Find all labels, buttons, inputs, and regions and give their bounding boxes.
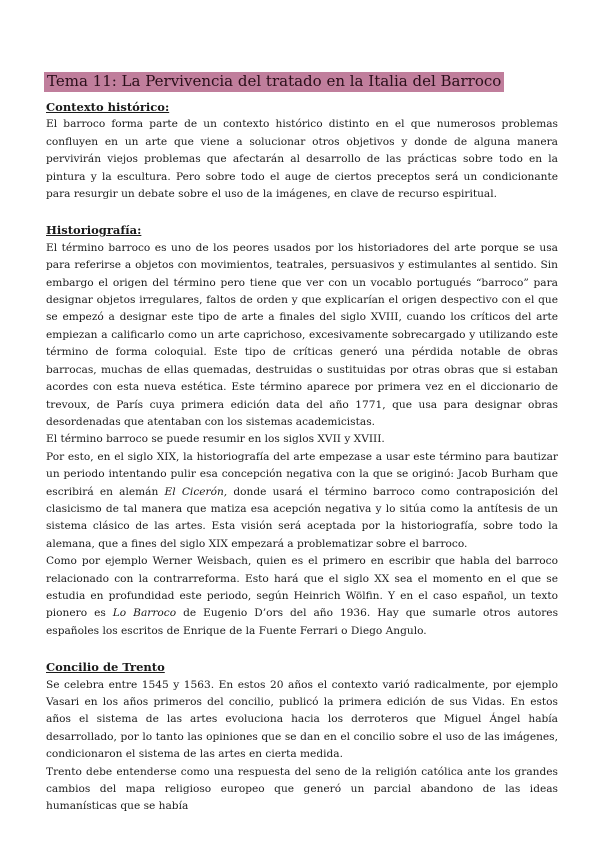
- book-title-el-ciceron: El Cicerón,: [164, 485, 228, 498]
- paragraph-contexto-1: El barroco forma parte de un contexto histórico distinto en el que numerosos problemas confluyen en un arte que viene a solucionar otros objetivos y donde de alguna manera pervivirán viejos problemas que afectarán al desarrollo de las prácticas sobre todo en la pintura y la escultura. Pero sobre todo el auge de ciertos preceptos será un condicionante para resurgir un debate sobre el uso de la imágenes, en clave de recurso espiritual.: [46, 118, 558, 201]
- paragraph-historiografia-2: El término barroco se puede resumir en los siglos XVII y XVIII.: [46, 433, 385, 446]
- paragraph-trento-2: Trento debe entenderse como una respuesta del seno de la religión católica ante los grandes cambios del mapa religioso europeo que generó un parcial abandono de las ideas humanísticas que se había: [46, 765, 558, 813]
- paragraph-historiografia-4-b: de Eugenio D’ors del año 1936. Hay que sumarle otros autores españoles los escritos de Enrique de la Fuente Ferrari o Diego Angulo.: [46, 607, 559, 637]
- section-heading-historiografia: Historiografía:: [46, 223, 142, 238]
- paragraph-historiografia-3-b: donde usará el término barroco como contraposición del clasicismo de tal manera que matiza esa acepción negativa y lo sitúa como la antítesis de un sistema clásico de las artes. Esta visión será aceptada por la historiografía, sobre todo la alemana, que a fines del siglo XIX empezará a problematizar sobre el barroco.: [46, 485, 558, 550]
- paragraph-historiografia-4: [46, 553, 558, 640]
- section-heading-trento: Concilio de Trento: [46, 660, 165, 675]
- paragraph-historiografia-1: El término barroco es uno de los peores usados por los historiadores del arte porque se usa para referirse a objetos con movimientos, teatrales, persuasivos y estimulantes al sentido. Sin embargo el origen del término pero tiene que ver con un vocablo portugués “barroco” para designar objetos irregulares, faltos de orden y que explicarían el origen despectivo con el que se empezó a designar este tipo de arte a finales del siglo XVIII, cuando los críticos del arte empiezan a calificarlo como un arte caprichoso, excesivamente sobrecargado y utilizando este término de forma coloquial. Este tipo de críticas generó una pérdida notable de obras barrocas, muchas de ellas quemadas, destruidas o sustituidas por otras obras que si estaban acordes con esta nueva estética. Este término aparece por primera vez en el diccionario de trevoux, de París cuya primera edición data del año 1771, que usa para designar obras desordenadas que atentaban con los sistemas academicistas.: [46, 241, 558, 428]
- book-title-lo-barroco: Lo Barroco: [112, 607, 177, 620]
- section-heading-contexto: Contexto histórico:: [46, 100, 170, 114]
- paragraph-historiografia-3: [46, 449, 558, 553]
- document-title: Tema 11: La Pervivencia del tratado en la Italia del Barroco: [44, 72, 504, 92]
- paragraph-historiografia-3-a: Por esto, en el siglo XIX, la historiografía del arte empezase a usar este término para bautizar un periodo intentando pulir esa concepción negativa con la que se originó: Jacob Burham que escribirá en alemán: [46, 450, 558, 498]
- paragraph-trento-1: Se celebra entre 1545 y 1563. En estos 20 años el contexto varió radicalmente, por ejemplo Vasari en los años primeros del concilio, publicó la primera edición de sus Vidas. En estos años el sistema de las artes evoluciona hacia los derroteros que Miguel Ángel había desarrollado, por lo tanto las opiniones que se dan en el concilio sobre el uso de las imágenes, condicionaron el sistema de las artes en cierta medida.: [46, 678, 558, 761]
- paragraph-historiografia-4-a: Como por ejemplo Werner Weisbach, quien es el primero en escribir que habla del barroco relacionado con la contrarreforma. Esto hará que el siglo XX sea el momento en el que se estudia en profundidad este periodo, según Heinrich Wölfin. Y en el caso español, un texto pionero es: [46, 555, 558, 620]
- document-body: [46, 99, 558, 816]
